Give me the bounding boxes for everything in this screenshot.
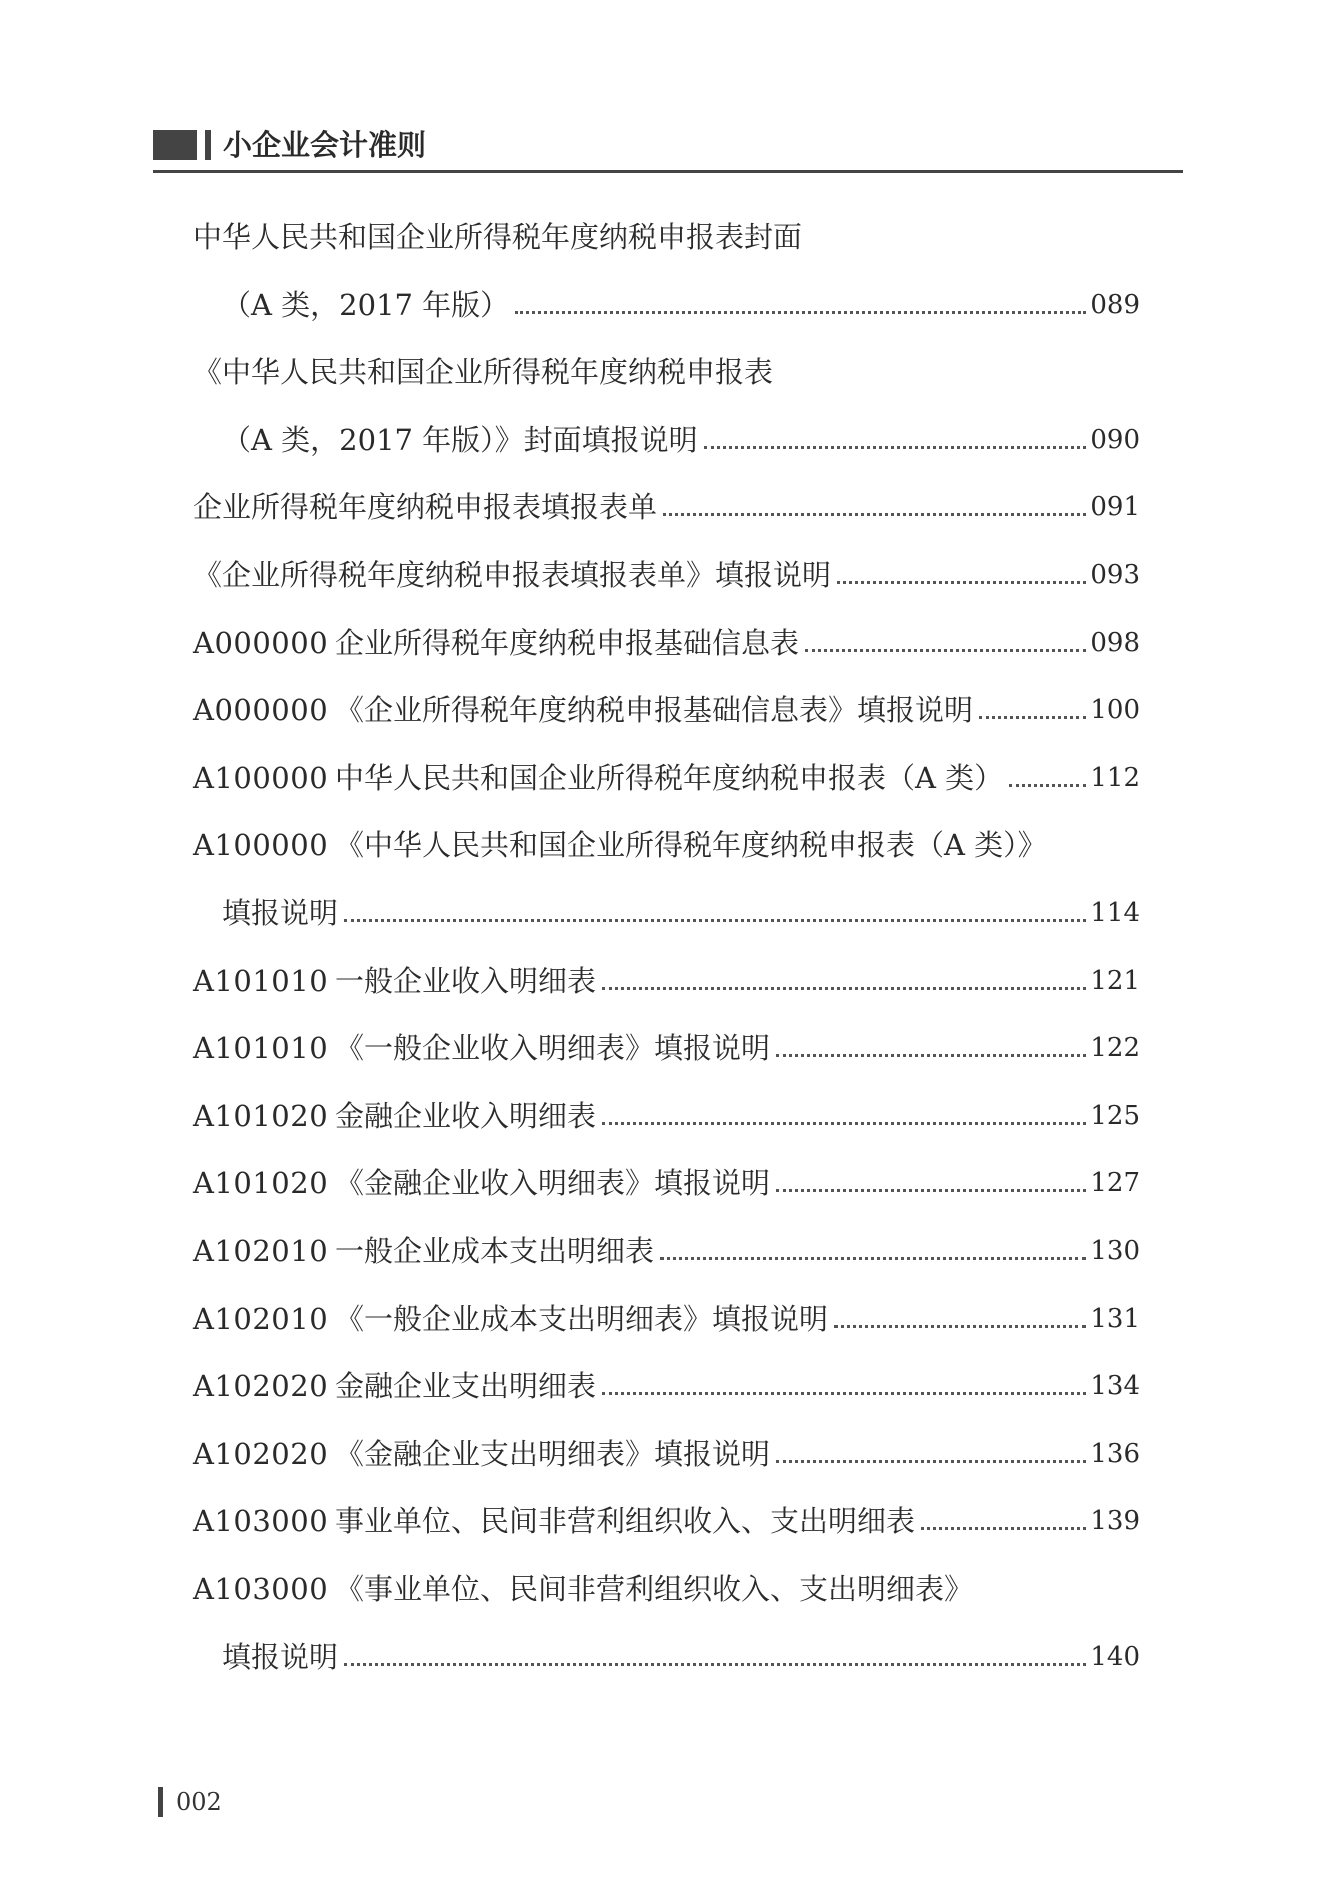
toc-entry-page: 112 xyxy=(1090,762,1140,793)
toc-dot-leader xyxy=(344,919,1086,922)
toc-entry[interactable] xyxy=(193,1432,1140,1476)
toc-entry-title: 事业单位、民间非营利组织收入、支出明细表 xyxy=(335,1504,916,1539)
toc-entry-page: 140 xyxy=(1090,1641,1140,1672)
toc-dot-leader xyxy=(1009,784,1086,787)
toc-entry[interactable] xyxy=(193,1499,1140,1543)
toc-dot-leader xyxy=(776,1054,1086,1057)
toc-dot-leader xyxy=(921,1527,1086,1530)
toc-entry-title: 《一般企业成本支出明细表》填报说明 xyxy=(335,1301,829,1336)
toc-dot-leader xyxy=(776,1189,1086,1192)
toc-dot-leader xyxy=(344,1663,1086,1666)
toc-dot-leader xyxy=(704,446,1087,449)
toc-entry[interactable] xyxy=(193,485,1140,529)
toc-entry-page: 098 xyxy=(1090,627,1140,658)
toc-entry-page: 121 xyxy=(1090,965,1140,996)
toc-entry-code: A102010 xyxy=(193,1301,329,1336)
toc-entry[interactable] xyxy=(193,1297,1140,1341)
toc-dot-leader xyxy=(602,1392,1086,1395)
toc-entry-page: 122 xyxy=(1090,1033,1140,1064)
toc-entry-title: 一般企业收入明细表 xyxy=(335,963,597,998)
toc-entry-code: A100000 xyxy=(193,828,329,863)
toc-entry-page: 131 xyxy=(1090,1303,1140,1334)
toc-entry-code: A101020 xyxy=(193,1098,329,1133)
toc-entry[interactable] xyxy=(193,621,1140,665)
toc-entry[interactable] xyxy=(193,1026,1140,1070)
toc-dot-leader xyxy=(602,1122,1086,1125)
toc-entry-title: （A 类，2017 年版）》封面填报说明 xyxy=(222,422,698,457)
toc-entry-code: A100000 xyxy=(193,760,329,795)
toc-entry-title: 《中华人民共和国企业所得税年度纳税申报表 xyxy=(193,355,774,390)
toc-entry-code: A103000 xyxy=(193,1504,329,1539)
footer-decor-bar xyxy=(158,1787,163,1817)
toc-dot-leader xyxy=(776,1460,1086,1463)
toc-entry-page: 139 xyxy=(1090,1506,1140,1537)
toc-entry-page: 130 xyxy=(1090,1236,1140,1266)
toc-entry[interactable] xyxy=(193,1364,1140,1408)
toc-entry-page: 127 xyxy=(1090,1168,1140,1199)
toc-entry-page: 125 xyxy=(1090,1100,1140,1131)
toc-entry-title: 企业所得税年度纳税申报基础信息表 xyxy=(335,625,800,660)
toc-entry-page: 134 xyxy=(1090,1371,1140,1402)
toc-entry-title: 一般企业成本支出明细表 xyxy=(335,1234,655,1268)
toc-entry[interactable] xyxy=(222,283,1140,327)
toc-entry-page: 089 xyxy=(1090,289,1140,320)
toc-entry[interactable] xyxy=(193,1161,1140,1205)
toc-entry-page: 093 xyxy=(1090,560,1140,590)
toc-entry[interactable] xyxy=(193,350,773,394)
toc-dot-leader xyxy=(602,987,1086,990)
toc-entry-code: A000000 xyxy=(193,625,329,660)
toc-entry[interactable] xyxy=(193,756,1140,800)
toc-entry-code: A101010 xyxy=(193,1031,329,1066)
toc-entry-code: A102020 xyxy=(193,1436,329,1471)
page-number: 002 xyxy=(176,1788,222,1816)
toc-entry[interactable] xyxy=(193,959,1140,1003)
toc-entry[interactable] xyxy=(193,823,1047,867)
toc-dot-leader xyxy=(979,716,1086,719)
toc-dot-leader xyxy=(834,1325,1086,1328)
toc-entry-code: A000000 xyxy=(193,693,329,728)
toc-entry-title: 金融企业收入明细表 xyxy=(335,1098,597,1133)
toc-entry-title: 中华人民共和国企业所得税年度纳税申报表封面 xyxy=(193,220,803,254)
toc-entry-title: 《企业所得税年度纳税申报表填报表单》填报说明 xyxy=(193,558,832,592)
toc-entry-code: A101010 xyxy=(193,963,329,998)
toc-dot-leader xyxy=(805,649,1086,652)
toc-entry-page: 136 xyxy=(1090,1438,1140,1469)
toc-entry-title: 《金融企业收入明细表》填报说明 xyxy=(335,1166,771,1201)
toc-entry-title: 《中华人民共和国企业所得税年度纳税申报表（A 类）》 xyxy=(335,828,1047,863)
toc-entry-title: 《一般企业收入明细表》填报说明 xyxy=(335,1031,771,1066)
toc-entry-title: 《事业单位、民间非营利组织收入、支出明细表》 xyxy=(335,1572,974,1606)
toc-entry[interactable] xyxy=(193,1567,973,1611)
toc-entry[interactable] xyxy=(193,1094,1140,1138)
toc-entry-code: A101020 xyxy=(193,1166,329,1201)
toc-entry-code: A102020 xyxy=(193,1369,329,1404)
toc-entry[interactable] xyxy=(193,553,1140,597)
toc-entry[interactable] xyxy=(222,418,1140,462)
toc-entry-page: 091 xyxy=(1090,492,1140,523)
toc-entry-title: 企业所得税年度纳税申报表填报表单 xyxy=(193,490,658,525)
toc-entry-page: 090 xyxy=(1090,424,1140,455)
toc-entry[interactable] xyxy=(193,688,1140,732)
toc-entry-title: 金融企业支出明细表 xyxy=(335,1369,597,1404)
toc-entry-code: A102010 xyxy=(193,1234,329,1268)
toc-entry-title: 填报说明 xyxy=(222,1639,339,1674)
toc-entry[interactable] xyxy=(222,891,1140,935)
toc-entry[interactable] xyxy=(193,215,802,259)
toc-dot-leader xyxy=(663,513,1086,516)
toc-entry-page: 114 xyxy=(1090,898,1140,928)
toc-dot-leader xyxy=(660,1257,1086,1260)
toc-entry-code: A103000 xyxy=(193,1572,329,1606)
toc-dot-leader xyxy=(837,581,1086,584)
toc-entry-title: 《企业所得税年度纳税申报基础信息表》填报说明 xyxy=(335,693,974,728)
book-title: 小企业会计准则 xyxy=(223,128,427,162)
toc-entry[interactable] xyxy=(193,1229,1140,1273)
toc-entry-title: 《金融企业支出明细表》填报说明 xyxy=(335,1436,771,1471)
toc-entry[interactable] xyxy=(222,1635,1140,1679)
toc-entry-title: （A 类，2017 年版） xyxy=(222,287,510,322)
toc-dot-leader xyxy=(515,311,1086,314)
toc-entry-title: 中华人民共和国企业所得税年度纳税申报表（A 类） xyxy=(335,760,1004,795)
toc-entry-title: 填报说明 xyxy=(222,896,339,930)
toc-entry-page: 100 xyxy=(1090,695,1140,726)
